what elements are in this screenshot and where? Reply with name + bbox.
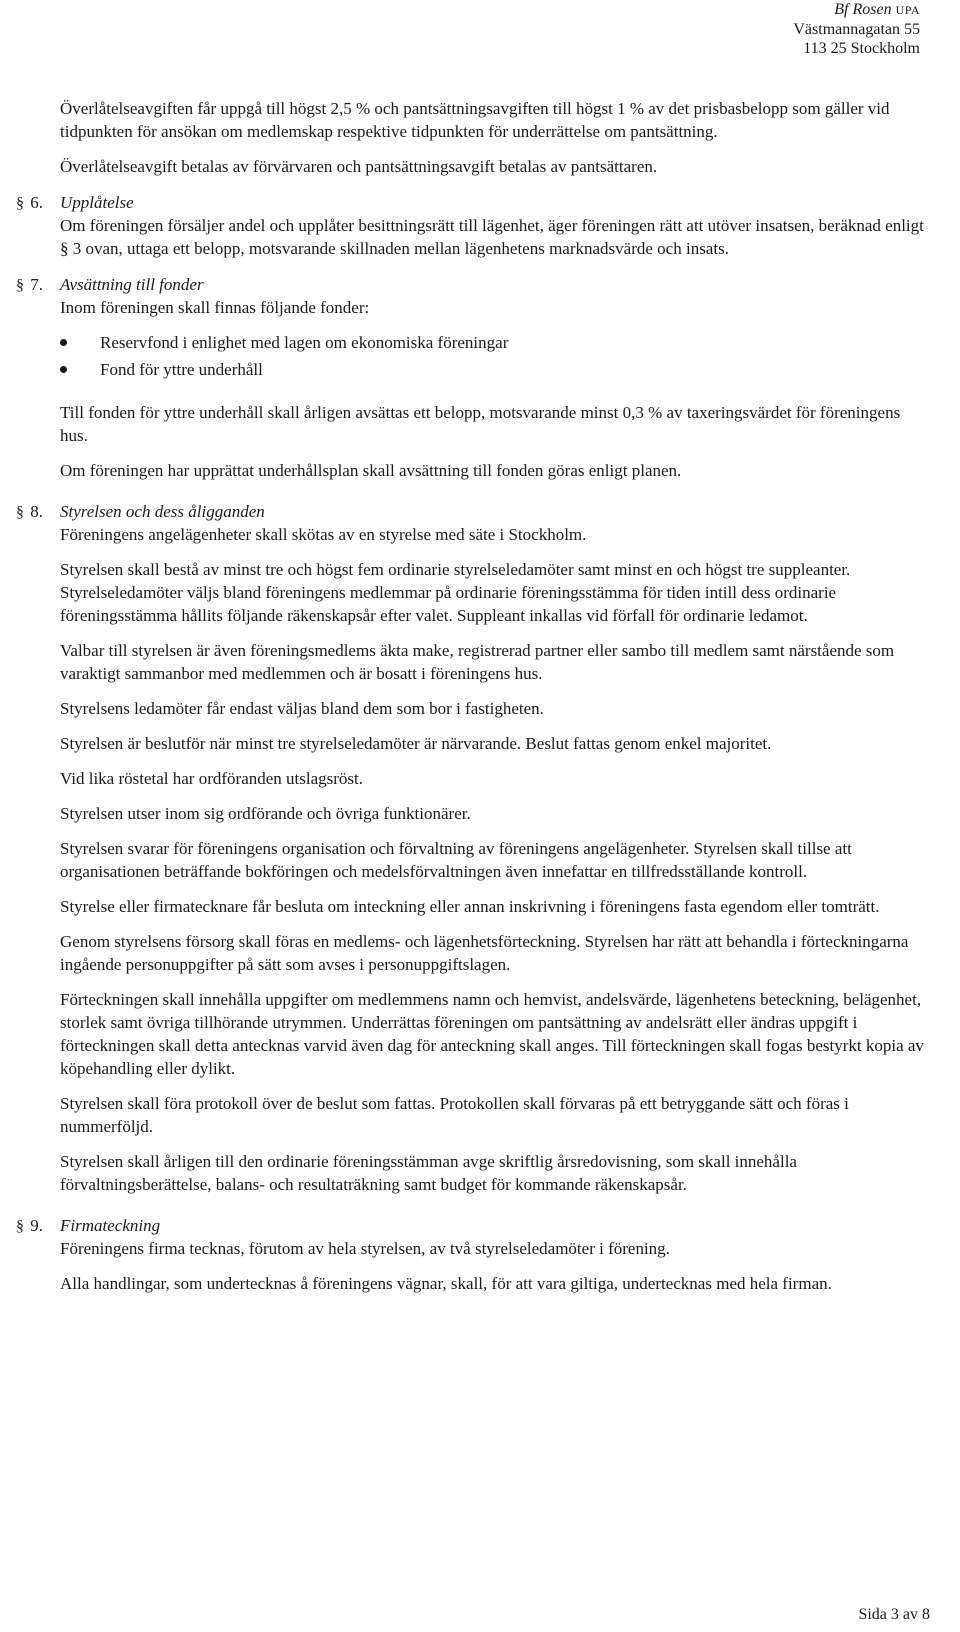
section-7-paragraph-2: Till fonden för yttre underhåll skall årligen avsättas ett belopp, motsvarande minst 0,3 % av taxeringsvärdet för föreningens hus. — [60, 403, 901, 445]
org-name — [793, 0, 920, 20]
intro-paragraph-1: Överlåtelseavgiften får uppgå till högst 2,5 % och pantsättningsavgiften till högst 1 % av det prisbasbelopp som gäller vid tidpunkten för ansökan om medlemskap respektive tidpunkten för underrättelse om pantsättning. — [60, 99, 890, 141]
org-city: 113 25 Stockholm — [803, 40, 920, 57]
section-8 — [16, 500, 928, 1196]
list-item-text: Reservfond i enlighet med lagen om ekonomiska föreningar — [100, 333, 509, 352]
org-suffix: UPA — [895, 3, 920, 17]
section-6 — [16, 191, 928, 260]
section-number: 9. — [30, 1216, 43, 1235]
section-8-paragraph: Styrelsen skall föra protokoll över de beslut som fattas. Protokollen skall förvaras på ett betryggande sätt och föras i nummerföljd. — [60, 1094, 849, 1136]
section-8-paragraph: Styrelsen skall årligen till den ordinarie föreningsstämman avge skriftlig årsredovisning, som skall innehålla förvaltningsberättelse, balans- och resultaträkning samt budget för kommande räkenskapsår. — [60, 1152, 797, 1194]
section-8-paragraph: Styrelsens ledamöter får endast väljas bland dem som bor i fastigheten. — [60, 699, 544, 718]
section-6-marker — [16, 191, 43, 215]
section-6-text-a: Om föreningen försäljer andel och upplåter besittningsrätt till lägenhet, äger föreningen rätt att utöver insatsen, beräknad enligt — [60, 216, 924, 235]
section-8-title: Styrelsen och dess åligganden — [60, 502, 265, 521]
section-7 — [16, 273, 928, 482]
section-8-paragraph: Styrelsen är beslutför när minst tre styrelseledamöter är närvarande. Beslut fattas genom enkel majoritet. — [60, 734, 772, 753]
section-8-paragraph: Styrelsen svarar för föreningens organisation och förvaltning av föreningens angelägenheter. Styrelsen skall tillse att organisationen beträffande bokföringen och medelsförvaltningen även innefattar en tillfredsställande kontroll. — [60, 839, 852, 881]
section-sign: § — [16, 1218, 24, 1235]
section-8-paragraph: Styrelsen utser inom sig ordförande och övriga funktionärer. — [60, 804, 471, 823]
section-number: 6. — [30, 193, 43, 212]
section-8-paragraph: Föreningens angelägenheter skall skötas av en styrelse med säte i Stockholm. — [60, 525, 587, 544]
section-8-paragraph: Förteckningen skall innehålla uppgifter om medlemmens namn och hemvist, andelsvärde, lägenhetens beteckning, belägenhet, storlek samt övriga tillhörande utrymmen. Underrättas föreningen om pantsättning av andelsrätt eller ändras uppgift i förteckningen skall detta antecknas varvid även dag för anteckning skall anges. Till förteckningen skall fogas bestyrkt kopia av köpehandling eller dylikt. — [60, 990, 924, 1078]
section-9-paragraph: Föreningens firma tecknas, förutom av hela styrelsen, av två styrelseledamöter i förening. — [60, 1239, 670, 1258]
section-8-paragraph: Vid lika röstetal har ordföranden utslagsröst. — [60, 769, 364, 788]
bullet-icon — [60, 339, 67, 346]
section-number: 8. — [30, 502, 43, 521]
section-7-title: Avsättning till fonder — [60, 275, 204, 294]
section-9-title: Firmateckning — [60, 1216, 161, 1235]
section-sign: § — [16, 277, 24, 294]
letterhead — [793, 0, 920, 58]
section-sign: § — [16, 195, 24, 212]
section-sign: § — [16, 504, 24, 521]
section-sign-inline: § — [60, 239, 69, 258]
bullet-icon — [60, 366, 67, 373]
list-item — [60, 358, 928, 381]
intro-paragraph-2: Överlåtelseavgift betalas av förvärvaren och pantsättningsavgift betalas av pantsättaren. — [60, 157, 658, 176]
fund-list — [60, 331, 928, 381]
section-7-intro: Inom föreningen skall finnas följande fonder: — [60, 298, 370, 317]
document-body — [16, 97, 928, 1295]
section-6-title: Upplåtelse — [60, 193, 134, 212]
section-8-paragraph: Styrelsen skall bestå av minst tre och högst fem ordinarie styrelseledamöter samt minst en och högst tre suppleanter. Styrelseledamöter väljs bland föreningens medlemmar på ordinarie föreningsstämma för tiden intill dess ordinarie föreningsstämma hållits följande räkenskapsår efter valet. Suppleant inkallas vid förfall för ordinarie ledamot. — [60, 560, 851, 625]
section-9-marker — [16, 1214, 43, 1238]
section-7-marker — [16, 273, 43, 297]
section-9 — [16, 1214, 928, 1295]
org-street: Västmannagatan 55 — [793, 21, 920, 38]
list-item-text: Fond för yttre underhåll — [100, 360, 263, 379]
section-7-paragraph-3: Om föreningen har upprättat underhållsplan skall avsättning till fonden göras enligt planen. — [60, 461, 682, 480]
section-8-marker — [16, 500, 43, 524]
org-name-text: Bf Rosen — [834, 1, 892, 18]
list-item — [60, 331, 928, 354]
section-8-paragraph: Genom styrelsens försorg skall föras en medlems- och lägenhetsförteckning. Styrelsen har rätt att behandla i förteckningarna ingående personuppgifter på sätt som avses i personuppgiftslagen. — [60, 932, 909, 974]
section-8-paragraph: Styrelse eller firmatecknare får besluta om inteckning eller annan inskrivning i föreningens fasta egendom eller tomträtt. — [60, 897, 880, 916]
section-9-paragraph: Alla handlingar, som undertecknas å föreningens vägnar, skall, för att vara giltiga, undertecknas med hela firman. — [60, 1274, 832, 1293]
section-8-paragraph: Valbar till styrelsen är även föreningsmedlems äkta make, registrerad partner eller sambo till medlem samt närstående som varaktigt sammanbor med medlemmen och är bosatt i föreningens hus. — [60, 641, 895, 683]
page-number: Sida 3 av 8 — [858, 1606, 930, 1623]
section-number: 7. — [30, 275, 43, 294]
section-6-text-b: 3 ovan, uttaga ett belopp, motsvarande skillnaden mellan lägenhetens marknadsvärde och insats. — [72, 239, 729, 258]
section-6-paragraph — [60, 214, 928, 260]
